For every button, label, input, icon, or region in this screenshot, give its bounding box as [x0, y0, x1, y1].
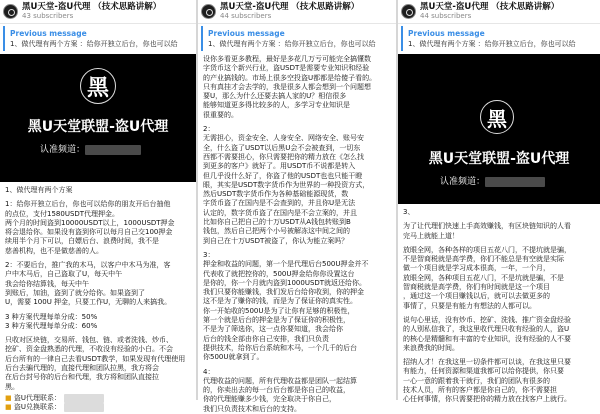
message-line: 西都不需要担心，你只需要把你的精力放在《怎么找: [203, 152, 364, 161]
message-line: 说句心里话，没有炒币、挖矿、洗钱、推广资金盘经验: [403, 315, 571, 324]
message-line: 很重要的。: [203, 110, 238, 119]
message-line: 只有真挂才会去学的，我是很多人都会想到一个问题想: [203, 82, 371, 91]
banner-title: 黑U天堂联盟-盗U代理: [428, 151, 570, 167]
contact-row[interactable]: ■ 盗U兑换联系：: [5, 403, 191, 412]
message-line: 到更多的客户》就好了。用USDT币不说都是转入: [203, 162, 356, 171]
message-line: 提供技术，给你后台系统和木马，一个几千的后台: [203, 343, 357, 352]
message-line: 的点位，支付1580USDT代理押金。: [5, 209, 120, 218]
message-line: 是你的，你一个月就内盗到1000USDT就返还给你。: [203, 278, 367, 287]
subscriber-count: 43 subscribers: [22, 12, 74, 21]
message-line: 设你多看更多教程，最好是多花几万亏可能完全搞懂数: [203, 55, 371, 63]
message-body: [198, 51, 396, 414]
banner-subtitle: 认准频道：: [40, 142, 141, 155]
message-line: 为了让代理们快速上手高效赚钱，有区块链知识的人看: [403, 222, 571, 231]
message-line: 2：不要后台，推广我的木马，以客户中木马为准，客: [5, 261, 171, 270]
channel-banner-image: [0, 54, 196, 182]
redaction-blur: [485, 177, 545, 187]
chat-panel-1: [0, 0, 196, 412]
message-line: 3、: [403, 208, 415, 216]
message-line: 的核心是精髓和有丰富的专业知识，没有经验的人不要: [403, 334, 571, 343]
message-line: 户中木马后，自己盗取了U，每天中午: [5, 270, 123, 279]
redaction-blur: [85, 145, 141, 155]
message-body: [398, 204, 600, 405]
message-line: 后台的钱全部由你自己安排，我们只负责: [203, 334, 329, 343]
message-body: [0, 182, 196, 392]
pinned-text: 1、做代理有两个方案 ：给你开独立后台，你也可以给: [208, 40, 376, 48]
message-line: 要U，那么为什么还要去搞人家的U？相信很多: [203, 92, 347, 101]
channel-title: 黑U天堂-盗U代理 （技术思路讲解）: [420, 1, 560, 12]
message-line: 放眼全网，各种项目五花八门，不是坑就是骗，不是: [403, 273, 564, 282]
message-line: 押金和收益的问题，第一个是代理后台500U押金并不: [203, 260, 369, 269]
chat-panel-2: [198, 0, 396, 413]
message-line: 3 种方案代理每单分成：60%: [5, 321, 98, 330]
message-line: 的，你卖出去的每一台后台都是你自己的收益，: [203, 386, 350, 395]
banner-subtitle: 认准频道：: [440, 174, 545, 187]
message-line: 两个月的时间盗到10000USDT以上，1000USDT押金: [5, 218, 175, 227]
message-line: 你一开始收的500U是为了让你有足够的积极性，: [203, 306, 355, 315]
seal-logo: 黑: [80, 68, 116, 104]
message-line: 在后台封号你的后台和代理，我方将和团队直接拉: [5, 373, 159, 382]
message-line: U，需要 100U 押金，只要工作U，无聊的人来搞我。: [5, 298, 172, 307]
channel-avatar[interactable]: [201, 4, 216, 19]
channel-header[interactable]: [198, 0, 396, 24]
message-line: 我们只负责技术和后台的支持。: [203, 404, 301, 413]
message-line: 心任何事情，你只需要把你的精力放在找客户上就行。: [403, 395, 571, 404]
message-line: 只收对区块链，交易所、钱包、链、或者洗钱、炒币、: [5, 336, 173, 345]
pinned-label: Previous message: [10, 29, 87, 38]
message-line: 1：给你开独立后台，你也可以给你的朋友开后台抽他: [5, 200, 171, 209]
message-line: 全，什么盗了USDT以后黑U会不会被查到，一切东: [203, 143, 361, 152]
message-line: 这不是为了赚你的钱，而是为了保证你的真实性。: [203, 297, 357, 306]
contact-row[interactable]: ■ 盗U代理联系：: [5, 394, 191, 403]
message-line: 来浪费我的时间。: [403, 343, 459, 352]
message-line: 第一个就是后台的押金是为了保证你的积极性，: [203, 316, 350, 325]
message-line: 字货币这个新兴行业，盗USDT是需要专业知识和经验: [203, 64, 370, 73]
channel-title: 黑U天堂-盗U代理 （技术思路讲解）: [22, 1, 162, 12]
banner-title: 黑U天堂联盟-盗U代理: [27, 119, 169, 135]
pinned-message-bar[interactable]: [3, 26, 196, 51]
message-line: 我会给你结算钱，每天中午: [5, 279, 89, 288]
seal-logo: 黑: [480, 100, 514, 134]
message-line: 一心一意的跟着我干就行，我们的团队有很多的: [403, 376, 550, 385]
message-line: 的产业搞钱的。市场上很多空投盗U都都是给傻子看的。: [203, 73, 377, 82]
message-line: 3：: [203, 250, 215, 259]
message-line: 然后USDT数字货币作为各种基础能源现货，数: [203, 190, 349, 199]
message-line: 续用半个月下可以，白嫖后台、浪费时间，我不是: [5, 237, 159, 246]
message-line: 有能力，任何资源和渠道我都可以给你提供，你只要: [403, 367, 564, 376]
contact-list: [0, 392, 196, 413]
message-line: 你的代理能赚多少钱，完全取决于你自己，: [203, 395, 336, 404]
pinned-label: Previous message: [208, 29, 285, 38]
message-line: 4：: [203, 367, 215, 376]
message-line: 做一个项目就是学习成本很高，一年，一个月，: [403, 264, 550, 273]
message-line: 黑。: [5, 382, 19, 391]
message-line: 眼，其实是USDT数字货币作为世界的一种投资方式，: [203, 180, 370, 189]
channel-header[interactable]: [0, 0, 196, 24]
message-line: 钱包，然后自己把两个小号被解冻这中间之间的: [203, 227, 350, 236]
message-line: 放眼全网，各种各样的项目五花八门，不提坑就是骗，: [403, 245, 571, 254]
message-line: 完马上就能上道！: [403, 231, 459, 240]
message-line: 招纳人才！在我这里一切条件都可以谈，在我这里只要: [403, 358, 571, 367]
message-line: 2：: [203, 125, 215, 134]
message-line: 慈善机构，也不是做慈善的人。: [5, 246, 103, 255]
message-line: 能够知道更多得比较多的人，多学习专业知识是: [203, 101, 350, 110]
pinned-text: 1、做代理有两个方案 ：给你开独立后台，你也可以给: [408, 40, 576, 48]
message-line: 1、做代理有两个方案: [5, 186, 73, 194]
message-line: ，通过这一个项目赚钱以后，就可以去做更多的: [403, 292, 550, 301]
subscriber-count: 44 subscribers: [220, 12, 272, 21]
message-line: 但几乎没什么好了，你盗了他的USDT也也只能干瞪: [203, 171, 363, 180]
channel-header[interactable]: [398, 0, 600, 24]
chat-panel-3: [398, 0, 600, 404]
message-line: 到账后，加油，盗到了就分给你。如果盗到了: [5, 288, 145, 297]
message-line: 不是为了筛选你，这一点你要知道，我会给你: [203, 325, 343, 334]
message-line: 将会退给你。如果没有盗到你可以每月自己交100押金: [5, 228, 173, 237]
message-line: 代表收了就把控你的，500U押金给你你设置这台: [203, 269, 355, 278]
message-line: 到自己在十万USDT被盗了，你认为能立案吗？: [203, 236, 349, 245]
message-line: 代理收益的问题，所有代理收益都是团队一起结算: [203, 376, 357, 385]
message-line: 认定的，数字货币盗了在国内是不会立案的，并且: [203, 208, 357, 217]
message-line: 的人别私信我了，我这里收代理只收有经验的人，盗U: [403, 325, 570, 334]
channel-avatar[interactable]: [401, 4, 416, 19]
message-line: 事情了，只要是有能力有想法的人都可以。: [403, 301, 536, 310]
message-line: 后台去骗代理的，直接代理和团队拉黑，我方将会: [5, 364, 159, 373]
subscriber-count: 44 subscribers: [420, 12, 472, 21]
message-line: 智商税就是高学费，你们有时间就是这一个项目: [403, 283, 550, 292]
message-line: 3 种方案代理每单分成：50%: [5, 312, 98, 321]
pinned-text: 1、做代理有两个方案 ：给你开独立后台，你也可以给: [10, 40, 178, 48]
message-line: 后台所有的一律自己去看USDT教学，如果发现有代理使用: [5, 354, 186, 363]
message-line: 比如你自己把自己的十万USDT从A钱包转账到B: [203, 218, 351, 227]
message-line: 字货币盗了在国内是不会查到的，并且你U是无法: [203, 199, 356, 208]
channel-banner-image: [398, 54, 600, 204]
channel-avatar[interactable]: [3, 4, 18, 19]
message-line: 我们只要你能赚钱，我们发后台给你收到，你的押金: [203, 288, 364, 297]
message-line: 无需担心，资金安全、人身安全、网络安全、账号安: [203, 134, 364, 143]
message-line: 不是智商税就是高学费，你们不能总是有空就是实际: [403, 255, 564, 264]
channel-title: 黑U天堂-盗U代理 （技术思路讲解）: [220, 1, 360, 12]
pinned-message-bar[interactable]: [201, 26, 396, 51]
message-line: 你500U就拿到了。: [203, 353, 264, 362]
pinned-message-bar[interactable]: [401, 26, 600, 51]
pinned-label: Previous message: [408, 29, 485, 38]
message-line: 技术人员，所有的客户都是你自己的，你不需要担: [403, 386, 557, 395]
message-line: 挖矿、资金盘熟悉的代理，不收没有经验的小白。不会: [5, 345, 173, 354]
